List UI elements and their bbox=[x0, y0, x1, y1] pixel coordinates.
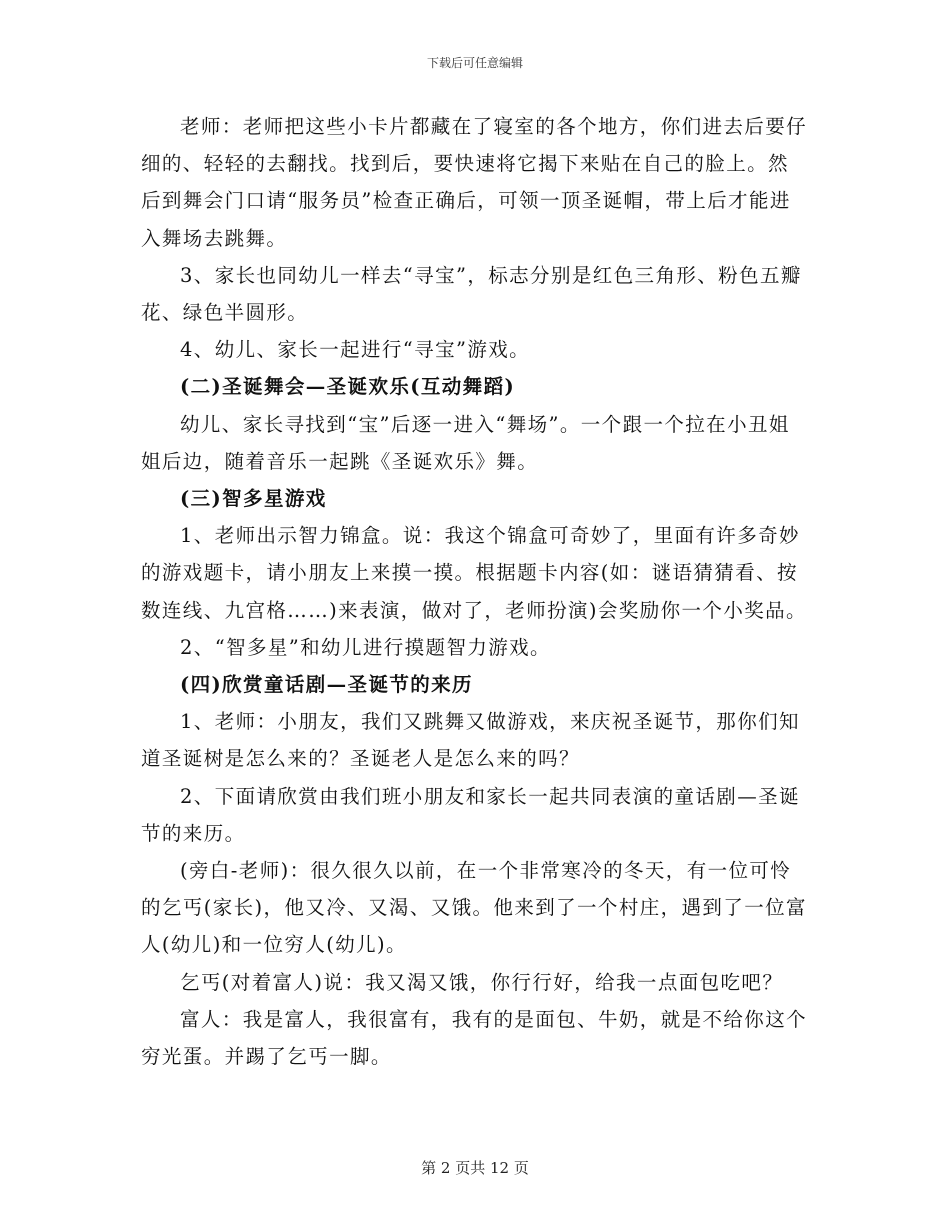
section-heading-4: (四)欣赏童话剧—圣诞节的来历 bbox=[180, 673, 473, 697]
paragraph-rich-man-line: 富人：我是富人，我很富有，我有的是面包、牛奶，就是不给你这个穷光蛋。并踢了乞丐一脚。 bbox=[141, 1007, 808, 1069]
paragraph-dance: 幼儿、家长寻找到“宝”后逐一进入“舞场”。一个跟一个拉在小丑姐姐后边，随着音乐一起跳《圣诞欢乐》舞。 bbox=[141, 412, 790, 473]
paragraph-play-step-1: 1、老师：小朋友，我们又跳舞又做游戏，来庆祝圣诞节，那你们知道圣诞树是怎么来的？圣诞老人是怎么来的吗？ bbox=[141, 710, 800, 771]
paragraph-quiz-step-2: 2、“智多星”和幼儿进行摸题智力游戏。 bbox=[180, 635, 551, 659]
page-header: 下载后可任意编辑 bbox=[426, 56, 523, 70]
paragraph-step-4: 4、幼儿、家长一起进行“寻宝”游戏。 bbox=[180, 338, 531, 362]
page-footer: 第 2 页共 12 页 bbox=[421, 1159, 529, 1177]
paragraph-play-step-2: 2、下面请欣赏由我们班小朋友和家长一起共同表演的童话剧—圣诞节的来历。 bbox=[141, 784, 800, 845]
paragraph-quiz-step-1: 1、老师出示智力锦盒。说：我这个锦盒可奇妙了，里面有许多奇妙的游戏题卡，请小朋友上来摸一摸。根据题卡内容(如：谜语猜猜看、按数连线、九宫格……)来表演，做对了，老师扮演)会奖励你一个小奖品。 bbox=[141, 524, 807, 622]
paragraph-beggar-line: 乞丐(对着富人)说：我又渴又饿，你行行好，给我一点面包吃吧？ bbox=[180, 970, 784, 994]
document-body bbox=[141, 108, 809, 1075]
paragraph-teacher-instructions: 老师：老师把这些小卡片都藏在了寝室的各个地方，你们进去后要仔细的、轻轻的去翻找。找到后，要快速将它揭下来贴在自己的脸上。然后到舞会门口请“服务员”检查正确后，可领一顶圣诞帽，带上后才能进入舞场去跳舞。 bbox=[141, 115, 808, 250]
section-heading-3: (三)智多星游戏 bbox=[180, 487, 327, 511]
section-heading-2: (二)圣诞舞会—圣诞欢乐(互动舞蹈) bbox=[180, 375, 516, 399]
paragraph-step-3: 3、家长也同幼儿一样去“寻宝”，标志分别是红色三角形、粉色五瓣花、绿色半圆形。 bbox=[141, 263, 802, 325]
paragraph-narration: (旁白-老师)：很久很久以前，在一个非常寒冷的冬天，有一位可怜的乞丐(家长)，他又冷、又渴、又饿。他来到了一个村庄，遇到了一位富人(幼儿)和一位穷人(幼儿)。 bbox=[141, 859, 807, 957]
